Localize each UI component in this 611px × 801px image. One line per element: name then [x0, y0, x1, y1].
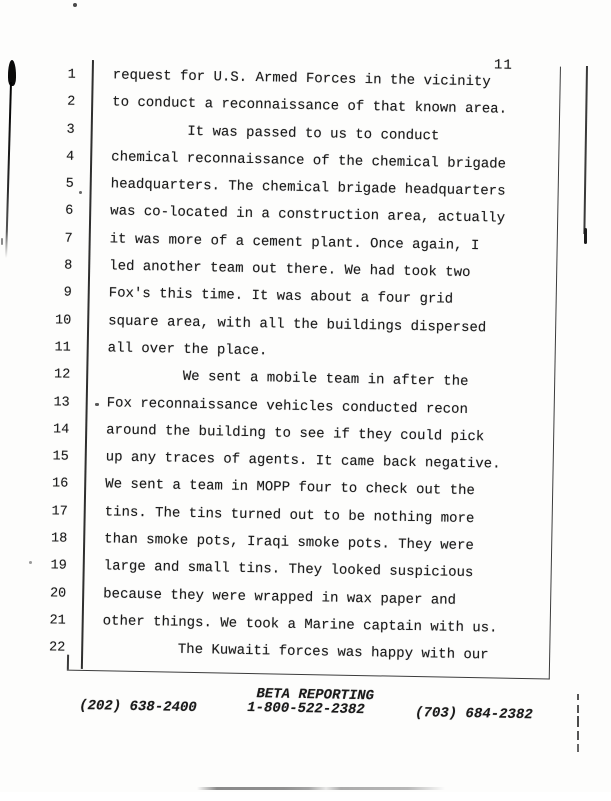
line-number: 4	[65, 149, 75, 165]
line-number: 17	[51, 504, 68, 520]
line-number: 13	[53, 394, 70, 411]
line-text: Fox reconnaissance vehicles conducted recon	[106, 394, 469, 418]
line-number: 1	[67, 67, 76, 83]
line-text: request for U.S. Armed Forces in the vicinity	[112, 67, 491, 91]
scan-speck	[95, 403, 99, 406]
line-text: chemical reconnaissance of the chemical brigade	[111, 149, 507, 173]
line-text: Fox's this time. It was about a four grid	[108, 285, 454, 309]
phone-number-right: (703) 684-2382	[414, 705, 533, 724]
scan-speck	[79, 191, 82, 194]
scan-dash-right	[577, 744, 579, 752]
line-number: 8	[63, 258, 73, 274]
line-text: We sent a mobile team in after the	[107, 367, 469, 391]
line-number: 11	[54, 340, 71, 356]
line-number: 21	[49, 613, 66, 629]
line-text: to conduct a reconnaissance of that known area.	[112, 94, 508, 118]
toll-free-number: 1-800-522-2382	[247, 699, 365, 719]
scan-blob-right-edge	[584, 228, 588, 244]
line-text: The Kuwaiti forces was happy with our	[102, 640, 489, 664]
line-number: 7	[64, 231, 73, 247]
line-number: 9	[63, 285, 72, 302]
line-text: headquarters. The chemical brigade headquarters	[110, 176, 506, 200]
scan-dash-right	[577, 694, 579, 700]
scan-speck	[1, 238, 3, 245]
line-text: because they were wrapped in wax paper and	[103, 585, 457, 609]
line-text: up any traces of agents. It came back negative.	[105, 449, 501, 473]
line-number: 10	[54, 313, 72, 329]
line-text: other things. We took a Marine captain with us.	[102, 613, 498, 637]
phone-number-left: (202) 638-2400	[79, 697, 197, 717]
line-number: 16	[51, 476, 69, 493]
reporting-company-name: BETA REPORTING	[256, 686, 375, 705]
line-text: square area, with all the buildings dispersed	[108, 313, 487, 336]
scan-dash-right	[577, 731, 579, 740]
line-text: it was more of a cement plant. Once again, I	[109, 231, 480, 254]
line-text: was co-located in a construction area, actually	[110, 203, 506, 228]
line-text: than smoke pots, Iraqi smoke pots. They were	[104, 531, 474, 555]
scan-speck	[29, 561, 32, 564]
line-number: 22	[48, 640, 66, 656]
scan-dot-top	[73, 3, 77, 7]
scan-dash-right	[577, 716, 579, 727]
line-text: tins. The tins turned out to be nothing more	[104, 504, 475, 527]
scan-smudge-bottom	[197, 787, 445, 790]
line-number: 20	[49, 585, 67, 602]
line-number: 5	[65, 176, 74, 192]
line-text: led another team out there. We had took two	[109, 258, 471, 282]
line-number: 6	[64, 204, 74, 220]
line-text: around the building to see if they could pick	[106, 422, 485, 446]
line-number: 15	[52, 449, 69, 465]
scan-dash-right	[577, 705, 579, 713]
line-text: It was passed to us to conduct	[111, 122, 440, 145]
line-text: We sent a team in MOPP four to check out the	[105, 476, 475, 500]
page-number: 11	[493, 57, 513, 74]
line-number: 3	[66, 122, 75, 138]
line-number: 14	[52, 422, 70, 438]
line-text: all over the place.	[107, 340, 268, 360]
line-number: 19	[50, 558, 67, 575]
line-number: 18	[50, 531, 68, 547]
transcript-body	[0, 60, 611, 672]
line-number: 12	[53, 367, 71, 383]
line-number: 2	[66, 94, 76, 111]
line-text: large and small tins. They looked suspicious	[103, 558, 474, 582]
